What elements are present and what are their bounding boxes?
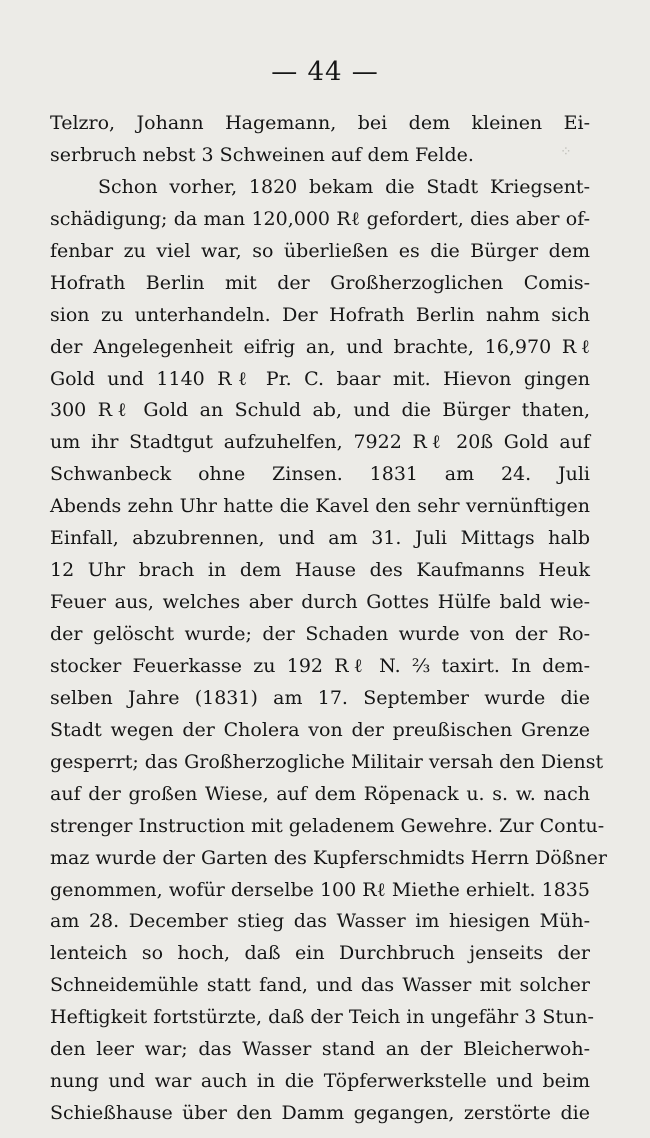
text-line: selben Jahre (1831) am 17. September wurde die [50, 686, 590, 709]
text-line: gesperrt; das Großherzogliche Militair versah den Dienst [50, 750, 604, 773]
text-line: Einfall, abzubrennen, und am 31. Juli Mittags halb [50, 527, 590, 550]
text-line: auf der großen Wiese, auf dem Röpenack u. s. w. nach [50, 782, 590, 805]
text-line: maz wurde der Garten des Kupferschmidts Herrn Dößner [50, 846, 607, 869]
text-line: Schneidemühle statt fand, und das Wasser mit solcher [50, 974, 590, 997]
text-line: strenger Instruction mit geladenem Gewehre. Zur Contu- [50, 814, 605, 837]
text-line: stocker Feuerkasse zu 192 Rℓ N. ⅔ taxirt. In dem- [50, 654, 590, 677]
text-line: 300 Rℓ Gold an Schuld ab, und die Bürger thaten, [50, 399, 590, 422]
text-line: den leer war; das Wasser stand an der Bleicherwoh- [50, 1038, 590, 1061]
text-line: lenteich so hoch, daß ein Durchbruch jenseits der [50, 942, 590, 965]
text-line: Gold und 1140 Rℓ Pr. C. baar mit. Hievon gingen [50, 367, 590, 390]
text-line: Telzro, Johann Hagemann, bei dem kleinen Ei- [50, 112, 590, 134]
page-body [50, 108, 607, 1130]
text-line: Feuer aus, welches aber durch Gottes Hülfe bald wie- [50, 591, 590, 614]
text-line: Hofrath Berlin mit der Großherzoglichen Comis- [50, 271, 590, 294]
text-line: nung und war auch in die Töpferwerkstelle und beim [50, 1070, 590, 1093]
text-line: Heftigkeit fortstürzte, daß der Teich in ungefähr 3 Stun- [50, 1006, 594, 1029]
text-line: Abends zehn Uhr hatte die Kavel den sehr vernünftigen [50, 495, 590, 518]
text-line: genommen, wofür derselbe 100 Rℓ Miethe erhielt. 1835 [50, 878, 590, 901]
text-line: der Angelegenheit eifrig an, und brachte, 16,970 Rℓ [50, 335, 590, 358]
text-line: serbruch nebst 3 Schweinen auf dem Felde. [50, 143, 474, 166]
text-line: fenbar zu viel war, so überließen es die Bürger dem [50, 239, 590, 262]
page-number: — 44 — [271, 57, 379, 87]
text-line: am 28. December stieg das Wasser im hiesigen Müh- [50, 910, 590, 933]
text-line: 12 Uhr brach in dem Hause des Kaufmanns Heuk [50, 559, 590, 582]
text-line: Schwanbeck ohne Zinsen. 1831 am 24. Juli [50, 463, 590, 486]
text-line: Schießhause über den Damm gegangen, zerstörte die [50, 1102, 590, 1125]
print-speck: ⁘ [560, 144, 572, 160]
text-line: Schon vorher, 1820 bekam die Stadt Kriegsent- [98, 175, 590, 198]
text-line: der gelöscht wurde; der Schaden wurde von der Ro- [50, 623, 590, 645]
text-line: Stadt wegen der Cholera von der preußischen Grenze [50, 718, 590, 741]
text-line: sion zu unterhandeln. Der Hofrath Berlin nahm sich [50, 303, 590, 326]
text-line: um ihr Stadtgut aufzuhelfen, 7922 Rℓ 20ß Gold auf [50, 431, 590, 454]
text-line: schädigung; da man 120,000 Rℓ gefordert, dies aber of- [50, 207, 590, 230]
